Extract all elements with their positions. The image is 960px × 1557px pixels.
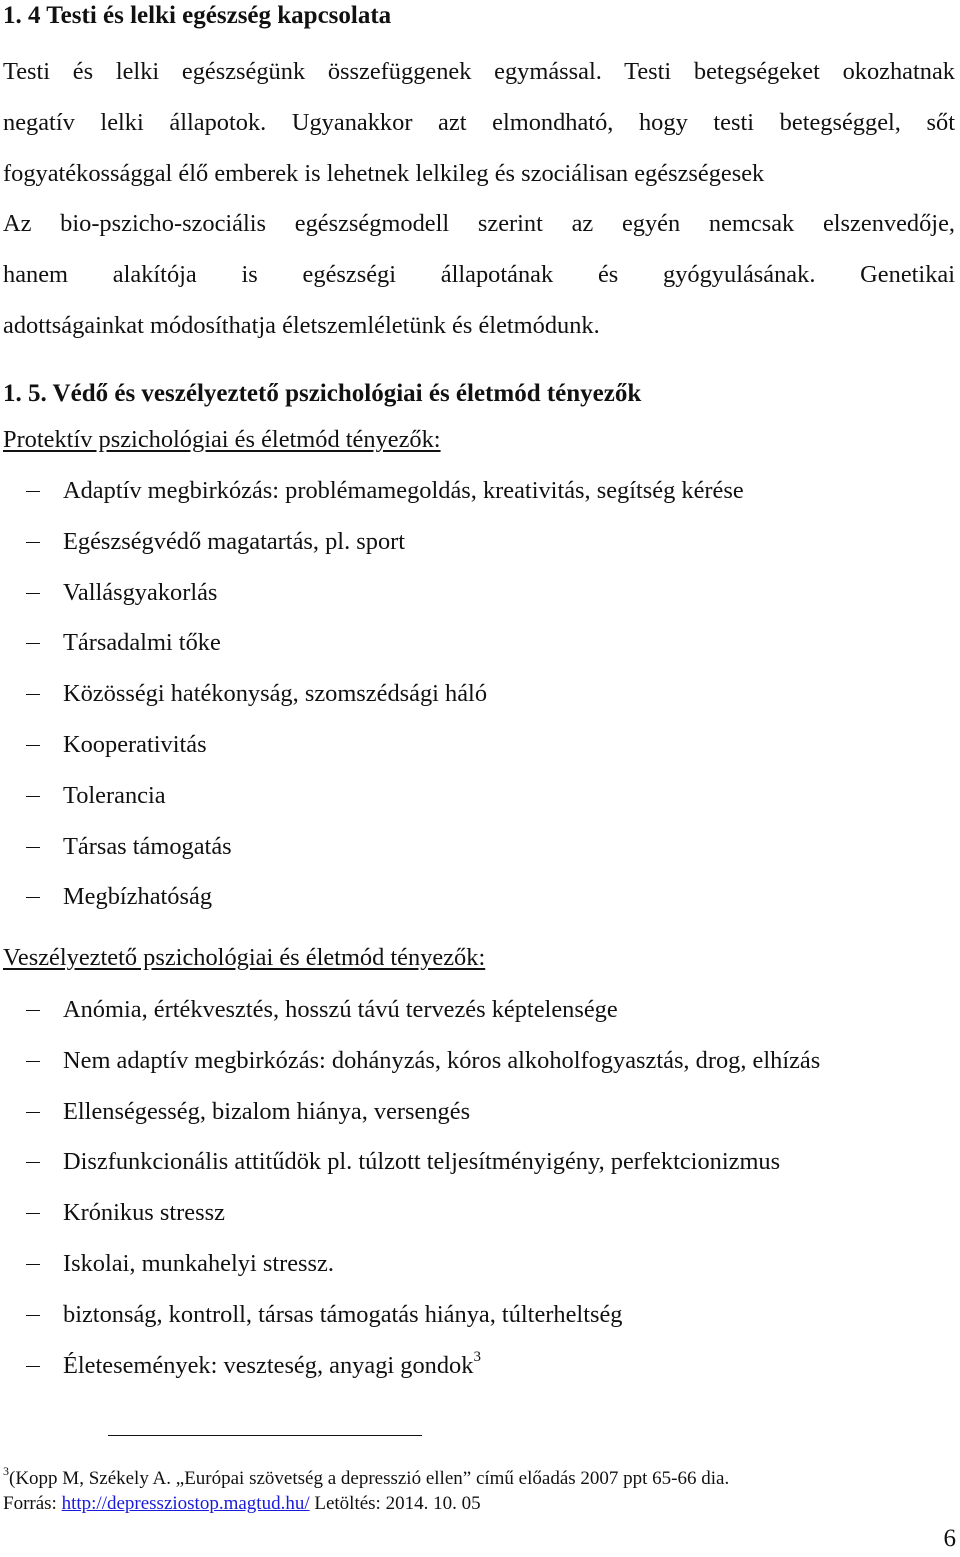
list-item-text: Adaptív megbirkózás: problémamegoldás, kreativitás, segítség kérése — [63, 477, 744, 504]
footnote-source-label: Forrás: — [3, 1493, 62, 1514]
list-item-text: Anómia, értékvesztés, hosszú távú tervezés képtelensége — [63, 996, 618, 1023]
dash-bullet-icon — [26, 796, 40, 797]
list-item-text: Kooperativitás — [63, 730, 207, 758]
dash-bullet-icon — [26, 1366, 40, 1367]
section-4-paragraph — [3, 47, 955, 352]
paragraph-line: adottságainkat módosíthatja életszemléletünk és életmódunk. — [3, 311, 600, 339]
dash-bullet-icon — [26, 745, 40, 746]
paragraph-line: Testi és lelki egészségünk összefüggenek egymással. Testi betegségeket okozhatnak — [3, 58, 955, 85]
paragraph-line: hanem alakítója is egészségi állapotának és gyógyulásának. Genetikai — [3, 261, 955, 289]
list-item-text: Diszfunkcionális attitűdök pl. túlzott teljesítményigény, perfektcionizmus — [63, 1148, 781, 1176]
list-item-text — [63, 1341, 481, 1392]
dash-bullet-icon — [26, 694, 40, 695]
footnote-line-1 — [3, 1464, 730, 1490]
footnote-reference[interactable]: 3 — [473, 1348, 481, 1365]
dash-bullet-icon — [26, 1315, 40, 1316]
dash-bullet-icon — [26, 847, 40, 848]
paragraph-line: negatív lelki állapotok. Ugyanakkor azt elmondható, hogy testi betegséggel, sőt — [3, 108, 955, 136]
list-item-text: Társadalmi tőke — [63, 629, 221, 657]
page-number: 6 — [943, 1525, 956, 1552]
dash-bullet-icon — [26, 1061, 40, 1062]
footnote-download-date: Letöltés: 2014. 10. 05 — [309, 1493, 481, 1514]
list-item-text: Tolerancia — [63, 781, 166, 809]
list-item-text: Iskolai, munkahelyi stressz. — [63, 1249, 334, 1277]
list-item-text: Társas támogatás — [63, 832, 232, 860]
paragraph-line: Az bio-pszicho-szociális egészségmodell szerint az egyén nemcsak elszenvedője, — [3, 210, 955, 238]
footnote-separator — [108, 1435, 422, 1436]
list-item-text: Nem adaptív megbirkózás: dohányzás, kóros alkoholfogyasztás, drog, elhízás — [63, 1046, 821, 1074]
footnote-line-2 — [3, 1493, 481, 1515]
dash-bullet-icon — [26, 1112, 40, 1113]
dash-bullet-icon — [26, 1264, 40, 1265]
paragraph-line: fogyatékossággal élő emberek is lehetnek lelkileg és szociálisan egészségesek — [3, 159, 765, 187]
dash-bullet-icon — [26, 1010, 40, 1011]
dash-bullet-icon — [26, 1162, 40, 1163]
risk-factors-heading: Veszélyeztető pszichológiai és életmód tényezők: — [3, 944, 486, 971]
dash-bullet-icon — [26, 491, 40, 492]
dash-bullet-icon — [26, 1213, 40, 1214]
footnote-citation: (Kopp M, Székely A. „Európai szövetség a depresszió ellen” című előadás 2007 ppt 65-66 dia. — [9, 1468, 730, 1489]
section-5-title: 1. 5. Védő és veszélyeztető pszichológiai és életmód tényezők — [3, 380, 642, 407]
section-4-title: 1. 4 Testi és lelki egészség kapcsolata — [3, 2, 392, 29]
list-item-label: Életesemények: veszteség, anyagi gondok — [63, 1351, 474, 1379]
list-item-text: Egészségvédő magatartás, pl. sport — [63, 527, 406, 555]
list-item-text: Vallásgyakorlás — [63, 578, 218, 606]
dash-bullet-icon — [26, 593, 40, 594]
dash-bullet-icon — [26, 542, 40, 543]
list-item-text: Megbízhatóság — [63, 883, 213, 911]
list-item-text: Krónikus stressz — [63, 1199, 225, 1227]
dash-bullet-icon — [26, 643, 40, 644]
list-item-text: biztonság, kontroll, társas támogatás hiánya, túlterheltség — [63, 1300, 623, 1328]
list-item-text: Közösségi hatékonyság, szomszédsági háló — [63, 680, 488, 708]
footnote-source-link[interactable]: http://depressziostop.magtud.hu/ — [61, 1493, 310, 1514]
protective-factors-heading: Protektív pszichológiai és életmód tényezők: — [3, 426, 441, 453]
list-item-text: Ellenségesség, bizalom hiánya, versengés — [63, 1097, 471, 1125]
footnote-marker: 3 — [3, 1464, 9, 1478]
dash-bullet-icon — [26, 897, 40, 898]
